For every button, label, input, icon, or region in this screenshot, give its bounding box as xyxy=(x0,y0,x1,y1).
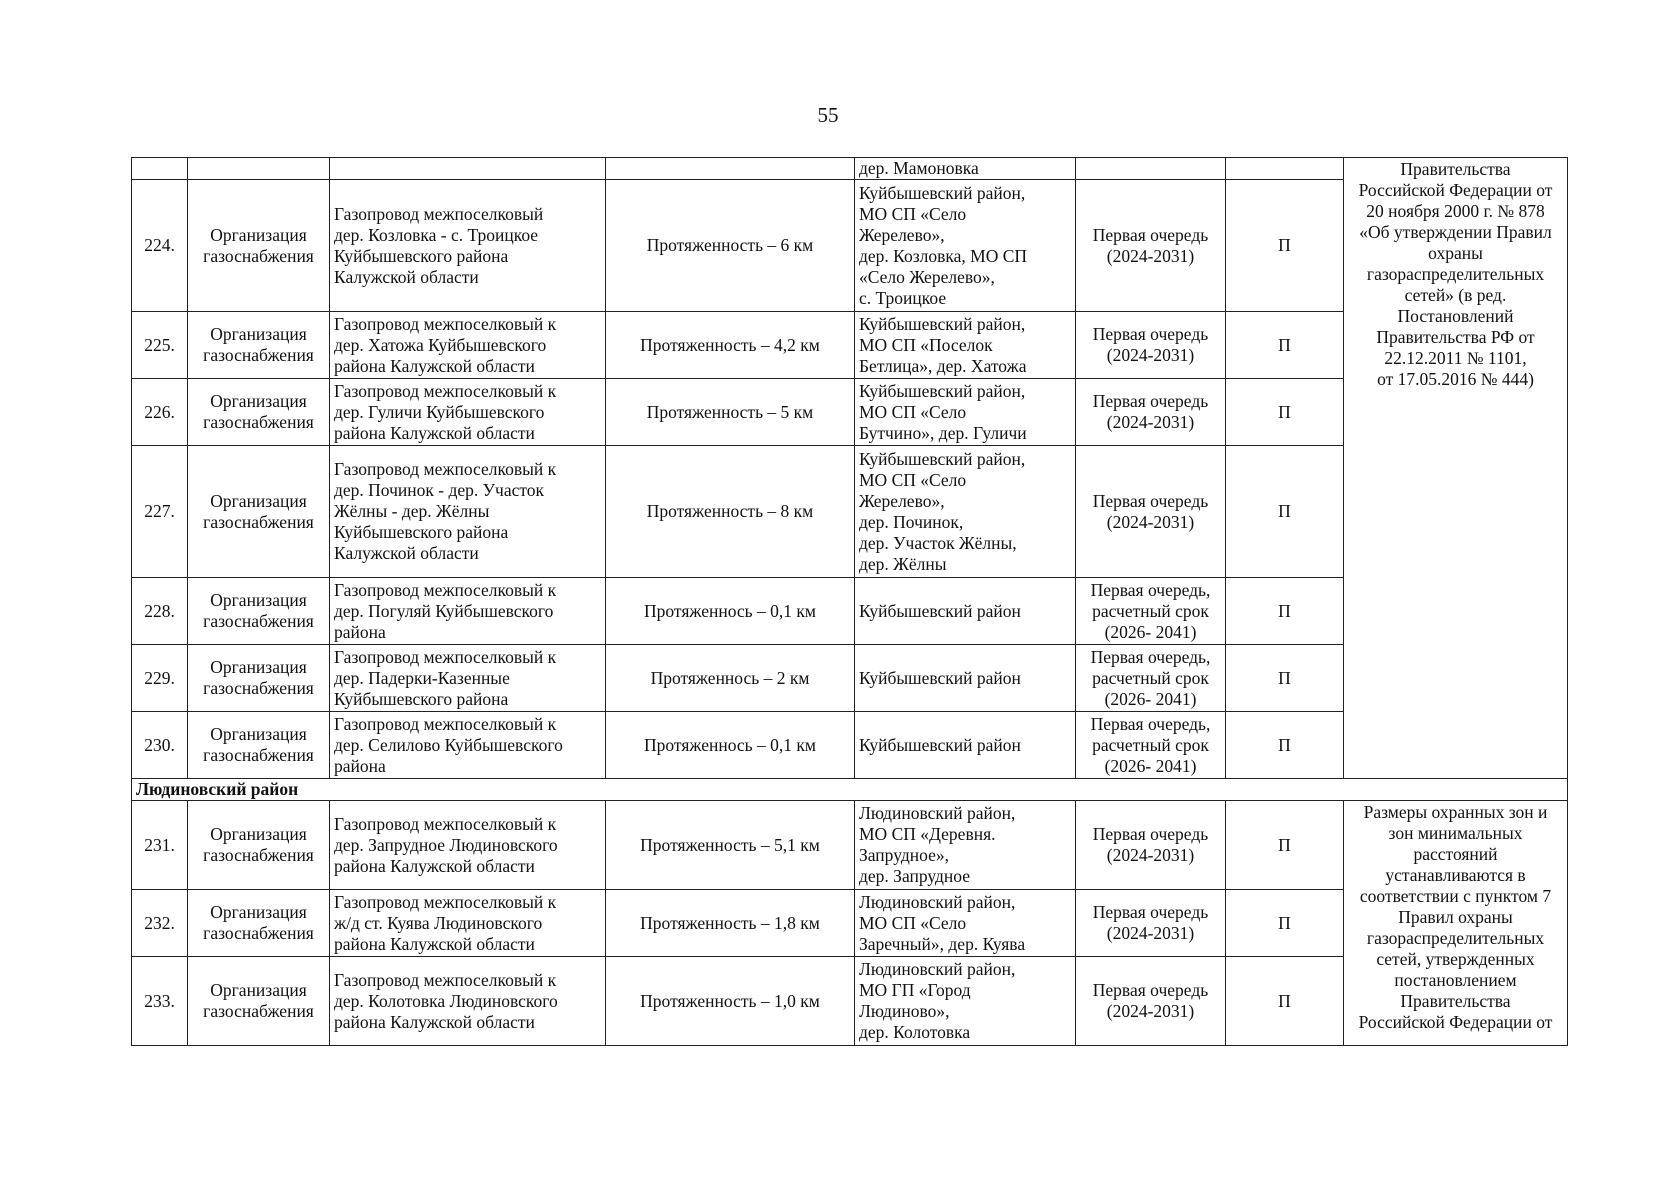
cell-name: Газопровод межпоселковый к дер. Гуличи Куйбышевского района Калужской области xyxy=(330,379,606,446)
cell-name: Газопровод межпоселковый к дер. Починок - дер. Участок Жёлны - дер. Жёлны Куйбышевского района Калужской области xyxy=(330,446,606,578)
cell-org: Организация газоснабжения xyxy=(188,312,330,379)
row-number: 227. xyxy=(132,446,188,578)
cell-characteristic xyxy=(606,158,855,180)
cell-name: Газопровод межпоселковый к дер. Хатожа Куйбышевского района Калужской области xyxy=(330,312,606,379)
row-number: 226. xyxy=(132,379,188,446)
table-row xyxy=(132,801,1568,890)
cell-characteristic: Протяженность – 8 км xyxy=(606,446,855,578)
cell-stage: Первая очередь (2024-2031) xyxy=(1076,801,1226,890)
cell-org: Организация газоснабжения xyxy=(188,180,330,312)
cell-stage: Первая очередь (2024-2031) xyxy=(1076,957,1226,1046)
cell-name: Газопровод межпоселковый к дер. Колотовка Людиновского района Калужской области xyxy=(330,957,606,1046)
cell-name: Газопровод межпоселковый к дер. Падерки-Казенные Куйбышевского района xyxy=(330,645,606,712)
cell-status xyxy=(1226,158,1344,180)
cell-stage: Первая очередь (2024-2031) xyxy=(1076,312,1226,379)
cell-org xyxy=(188,158,330,180)
cell-characteristic: Протяженность – 5 км xyxy=(606,379,855,446)
cell-org: Организация газоснабжения xyxy=(188,712,330,779)
cell-status: П xyxy=(1226,180,1344,312)
row-number: 229. xyxy=(132,645,188,712)
cell-num xyxy=(132,158,188,180)
note-cell-lyudinovo: Размеры охранных зон и зон минимальных расстояний устанавливаются в соответствии с пунктом 7 Правил охраны газораспределительных сетей, утвержденных постановлением Правительства Российской Федерации от xyxy=(1344,801,1568,1046)
cell-characteristic: Протяженнось – 0,1 км xyxy=(606,712,855,779)
cell-stage: Первая очередь, расчетный срок (2026- 2041) xyxy=(1076,712,1226,779)
cell-status: П xyxy=(1226,801,1344,890)
note-cell-kuibyshev: Правительства Российской Федерации от 20 ноября 2000 г. № 878 «Об утверждении Правил охраны газораспределительных сетей» (в ред. Постановлений Правительства РФ от 22.12.2011 № 1101, от 17.05.2016 № 444) xyxy=(1344,158,1568,779)
cell-location: Людиновский район, МО СП «Село Заречный», дер. Куява xyxy=(855,890,1076,957)
planned-objects-table xyxy=(131,157,1568,1046)
cell-characteristic: Протяженность – 1,8 км xyxy=(606,890,855,957)
cell-location: Куйбышевский район, МО СП «Село Жерелево», дер. Починок, дер. Участок Жёлны, дер. Жёлны xyxy=(855,446,1076,578)
cell-characteristic: Протяженнось – 0,1 км xyxy=(606,578,855,645)
cell-characteristic: Протяженность – 4,2 км xyxy=(606,312,855,379)
cell-location: Куйбышевский район, МО СП «Село Жерелево», дер. Козловка, МО СП «Село Жерелево», с. Троицкое xyxy=(855,180,1076,312)
cell-status: П xyxy=(1226,712,1344,779)
row-number: 224. xyxy=(132,180,188,312)
cell-location: Куйбышевский район xyxy=(855,645,1076,712)
cell-status: П xyxy=(1226,379,1344,446)
cell-org: Организация газоснабжения xyxy=(188,957,330,1046)
cell-stage xyxy=(1076,158,1226,180)
row-number: 230. xyxy=(132,712,188,779)
cell-name: Газопровод межпоселковый к дер. Запрудное Людиновского района Калужской области xyxy=(330,801,606,890)
cell-characteristic: Протяженность – 5,1 км xyxy=(606,801,855,890)
row-number: 233. xyxy=(132,957,188,1046)
cell-stage: Первая очередь (2024-2031) xyxy=(1076,180,1226,312)
cell-name: Газопровод межпоселковый к ж/д ст. Куява Людиновского района Калужской области xyxy=(330,890,606,957)
page-number: 55 xyxy=(817,103,839,127)
cell-characteristic: Протяженнось – 2 км xyxy=(606,645,855,712)
row-number: 225. xyxy=(132,312,188,379)
cell-status: П xyxy=(1226,578,1344,645)
section-row xyxy=(132,779,1568,801)
row-number: 232. xyxy=(132,890,188,957)
cell-location: Людиновский район, МО СП «Деревня. Запрудное», дер. Запрудное xyxy=(855,801,1076,890)
cell-status: П xyxy=(1226,890,1344,957)
cell-location: Людиновский район, МО ГП «Город Людиново», дер. Колотовка xyxy=(855,957,1076,1046)
cell-characteristic: Протяженность – 6 км xyxy=(606,180,855,312)
cell-location: дер. Мамоновка xyxy=(855,158,1076,180)
cell-location: Куйбышевский район xyxy=(855,578,1076,645)
cell-location: Куйбышевский район, МО СП «Село Бутчино», дер. Гуличи xyxy=(855,379,1076,446)
cell-org: Организация газоснабжения xyxy=(188,446,330,578)
cell-name: Газопровод межпоселковый к дер. Селилово Куйбышевского района xyxy=(330,712,606,779)
cell-org: Организация газоснабжения xyxy=(188,645,330,712)
cell-stage: Первая очередь (2024-2031) xyxy=(1076,379,1226,446)
row-number: 231. xyxy=(132,801,188,890)
cell-characteristic: Протяженность – 1,0 км xyxy=(606,957,855,1046)
cell-name xyxy=(330,158,606,180)
cell-location: Куйбышевский район xyxy=(855,712,1076,779)
cell-org: Организация газоснабжения xyxy=(188,890,330,957)
section-title-lyudinovo: Людиновский район xyxy=(132,779,1568,801)
cell-stage: Первая очередь, расчетный срок (2026- 2041) xyxy=(1076,645,1226,712)
cell-org: Организация газоснабжения xyxy=(188,379,330,446)
row-number: 228. xyxy=(132,578,188,645)
cell-name: Газопровод межпоселковый к дер. Погуляй Куйбышевского района xyxy=(330,578,606,645)
cell-status: П xyxy=(1226,446,1344,578)
cell-location: Куйбышевский район, МО СП «Поселок Бетлица», дер. Хатожа xyxy=(855,312,1076,379)
cell-stage: Первая очередь (2024-2031) xyxy=(1076,446,1226,578)
cell-status: П xyxy=(1226,645,1344,712)
cell-status: П xyxy=(1226,312,1344,379)
cell-stage: Первая очередь, расчетный срок (2026- 2041) xyxy=(1076,578,1226,645)
continuation-row xyxy=(132,158,1568,180)
cell-status: П xyxy=(1226,957,1344,1046)
cell-name: Газопровод межпоселковый дер. Козловка - с. Троицкое Куйбышевского района Калужской области xyxy=(330,180,606,312)
cell-org: Организация газоснабжения xyxy=(188,801,330,890)
cell-org: Организация газоснабжения xyxy=(188,578,330,645)
cell-stage: Первая очередь (2024-2031) xyxy=(1076,890,1226,957)
